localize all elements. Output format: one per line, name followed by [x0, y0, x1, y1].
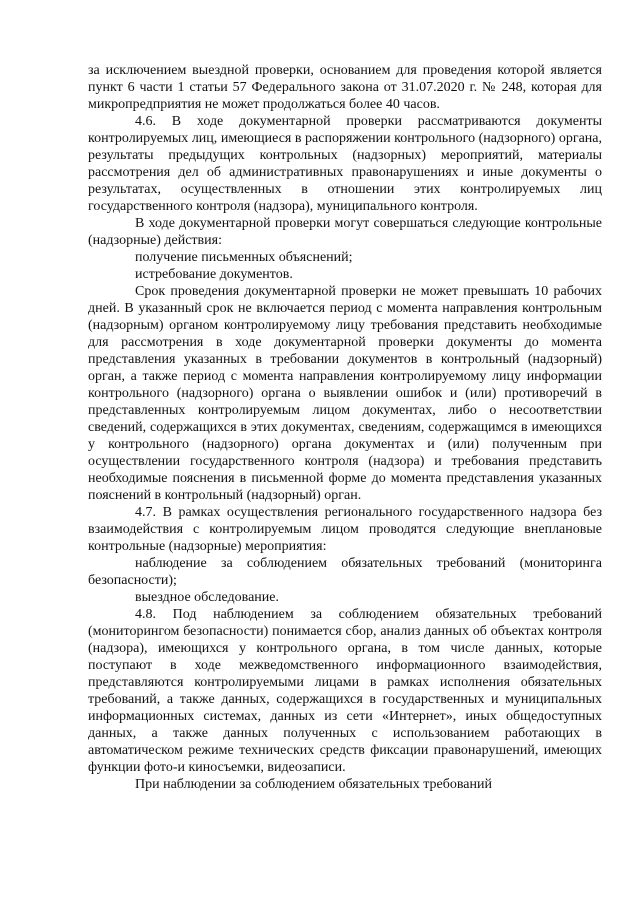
list-item-documents: истребование документов.: [135, 267, 293, 282]
list-item-field-survey: выездное обследование.: [135, 590, 279, 605]
paragraph-inspection-term: Срок проведения документарной проверки не может превышать 10 рабочих дней. В указанный срок не включается период с момента направления контрольным (надзорным) органом контролируемому лицу требования представить необходимые для рассмотрения в ходе документарной проверки документы до момента представления указанных в требовании документов в контрольный (надзорный) орган, а также период с момента направления контролируемому лицу информации контрольного (надзорного) органа о выявлении ошибок и (или) противоречий в представленных контролируемым лицом документах, либо о несоответствии сведений, содержащихся в этих документах, сведениям, содержащимся в имеющихся у контрольного (надзорного) органа документах и (или) полученным при осуществлении государственного контроля (надзора) и требования представить необходимые пояснения в письменной форме до момента представления указанных пояснений в контрольный (надзорный) орган.: [88, 284, 602, 503]
paragraph-4-8: 4.8. Под наблюдением за соблюдением обязательных требований (мониторингом безопасности) понимается сбор, анализ данных об объектах контроля (надзора), имеющихся у контрольного органа, в том числе данных, которые поступают в ходе межведомственного информационного взаимодействия, представляются контролируемыми лицами в рамках исполнения обязательных требований, а также данных, содержащихся в государственных и муниципальных информационных системах, данных из сети «Интернет», иных общедоступных данных, а также данных полученных с использованием работающих в автоматическом режиме технических средств фиксации правонарушений, имеющих функции фото-и киносъемки, видеозаписи.: [88, 607, 602, 775]
document-page: [88, 62, 602, 793]
paragraph-4-7: 4.7. В рамках осуществления регионального государственного надзора без взаимодействия с контролируемым лицом проводятся следующие внеплановые контрольные (надзорные) мероприятия:: [88, 505, 602, 554]
list-item-explanations: получение письменных объяснений;: [135, 250, 353, 265]
paragraph-continuation: за исключением выездной проверки, основанием для проведения которой является пункт 6 части 1 статьи 57 Федерального закона от 31.07.2020 г. № 248, которая для микропредприятия не может продолжаться более 40 часов.: [88, 63, 602, 112]
paragraph-documentary-actions: В ходе документарной проверки могут совершаться следующие контрольные (надзорные) действия:: [88, 216, 602, 248]
paragraph-4-6: 4.6. В ходе документарной проверки рассматриваются документы контролируемых лиц, имеющиеся в распоряжении контрольного (надзорного) органа, результаты предыдущих контрольных (надзорных) мероприятий, материалы рассмотрения дел об административных правонарушениях и иные документы о результатах, осуществленных в отношении этих контролируемых лиц государственного контроля (надзора), муниципального контроля.: [88, 114, 602, 214]
list-item-monitoring: наблюдение за соблюдением обязательных требований (мониторинга безопасности);: [88, 556, 602, 588]
paragraph-observation-start: При наблюдении за соблюдением обязательных требований: [135, 777, 492, 792]
